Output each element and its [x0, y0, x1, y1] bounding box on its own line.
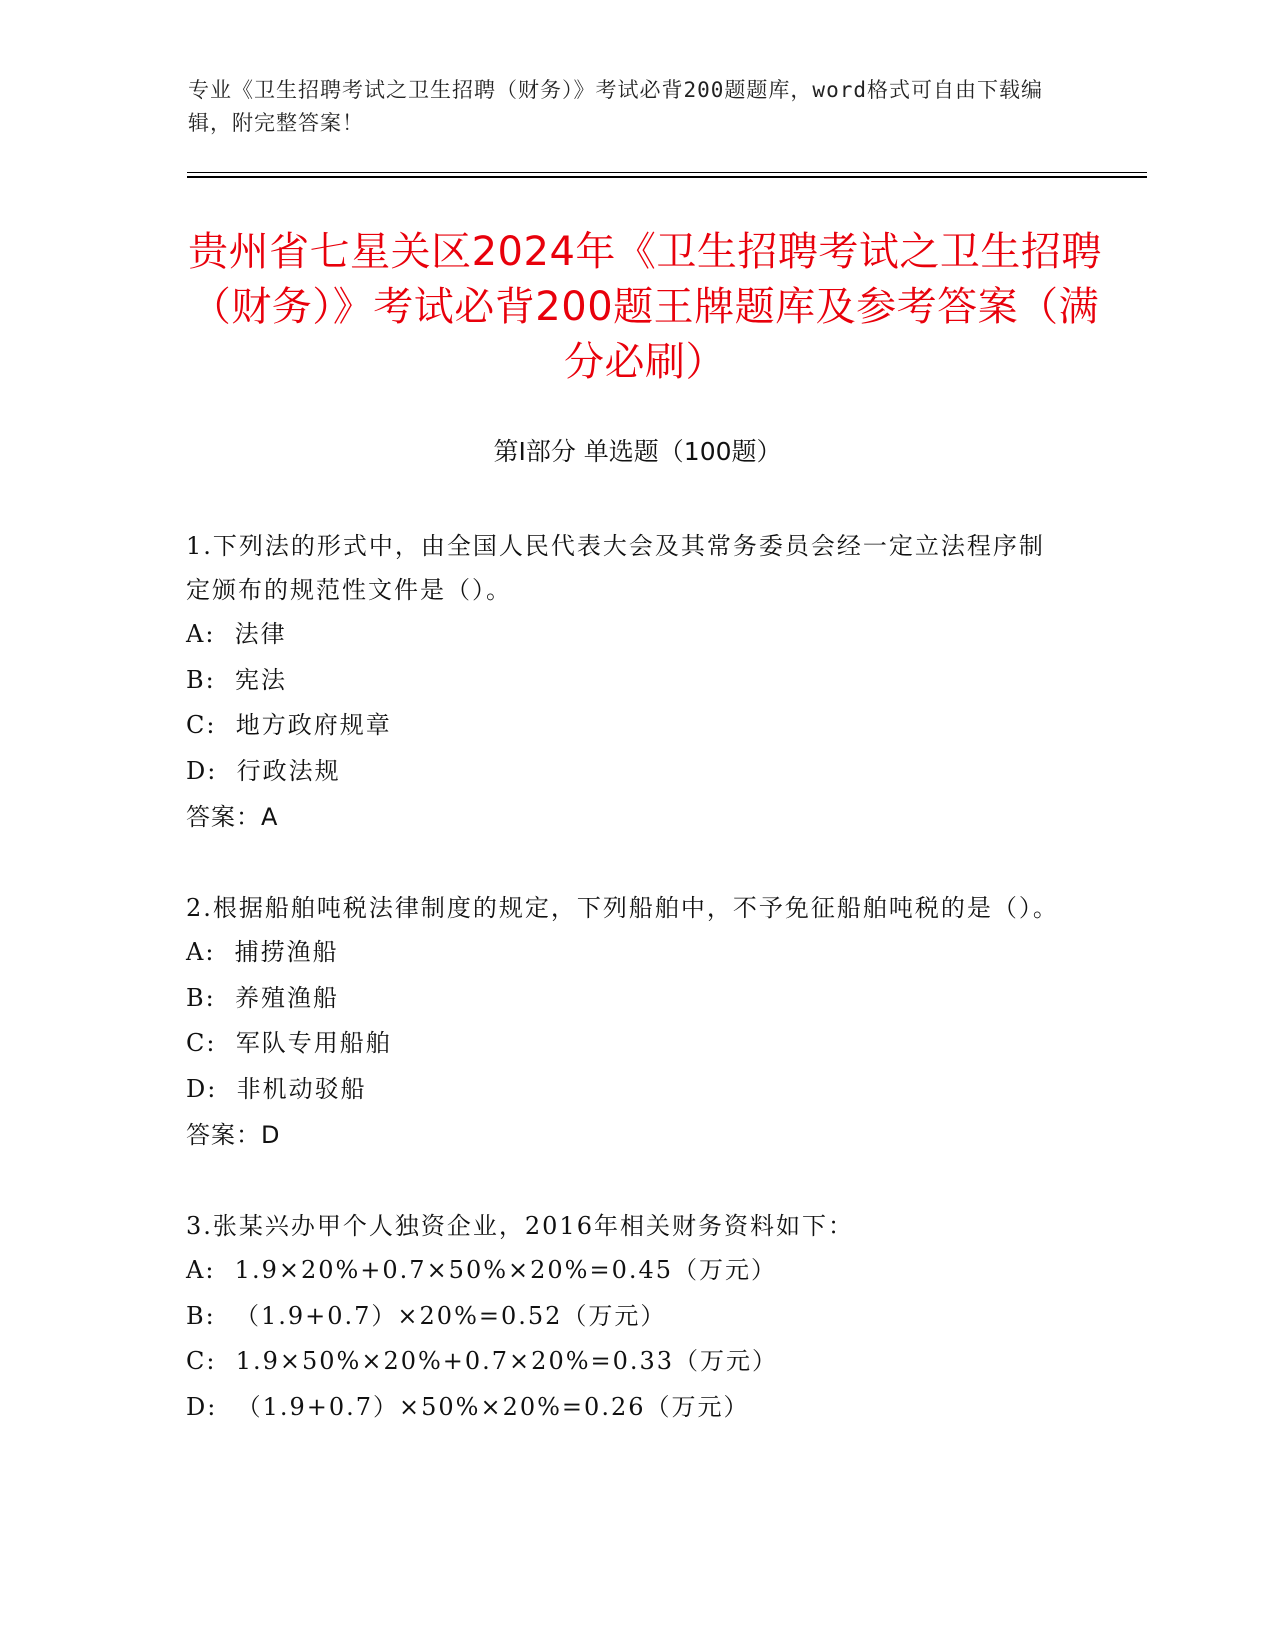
option-c: C: 军队专用船舶 [186, 1029, 392, 1057]
option-b: B: 养殖渔船 [186, 983, 339, 1012]
question-list [186, 524, 1066, 1476]
header-divider-thin [187, 172, 1147, 173]
header-note: 专业《卫生招聘考试之卫生招聘（财务）》考试必背200题题库，word格式可自由下载编辑，附完整答案！ [188, 78, 1043, 135]
question-text: 3.张某兴办甲个人独资企业，2016年相关财务资料如下： [186, 1212, 854, 1240]
option-a: A: 1.9×20%+0.7×50%×20%=0.45（万元） [186, 1256, 778, 1284]
option-c: C: 1.9×50%×20%+0.7×20%=0.33（万元） [186, 1347, 779, 1375]
answer: 答案：D [186, 1121, 281, 1149]
question-text: 2.根据船舶吨税法律制度的规定，下列船舶中，不予免征船舶吨税的是（）。 [186, 894, 1059, 922]
question-2 [186, 886, 1066, 1158]
option-d: D: 非机动驳船 [186, 1074, 367, 1103]
option-d: D: （1.9+0.7）×50%×20%=0.26（万元） [186, 1392, 750, 1421]
question-text: 1.下列法的形式中，由全国人民代表大会及其常务委员会经一定立法程序制定颁布的规范性文件是（）。 [186, 532, 1045, 604]
section-title: 第Ⅰ部分 单选题（100题） [493, 437, 782, 466]
option-a: A: 捕捞渔船 [186, 938, 339, 966]
option-b: B: （1.9+0.7）×20%=0.52（万元） [186, 1301, 667, 1330]
question-1 [186, 524, 1066, 840]
option-d: D: 行政法规 [186, 756, 341, 785]
question-3 [186, 1204, 1066, 1430]
option-a: A: 法律 [186, 620, 287, 648]
option-b: B: 宪法 [186, 665, 287, 694]
header-divider-thick [187, 176, 1147, 178]
document-title: 贵州省七星关区2024年《卫生招聘考试之卫生招聘（财务）》考试必背200题王牌题库及参考答案（满分必刷） [188, 229, 1102, 385]
answer: 答案：A [186, 803, 279, 831]
option-c: C: 地方政府规章 [186, 711, 392, 739]
